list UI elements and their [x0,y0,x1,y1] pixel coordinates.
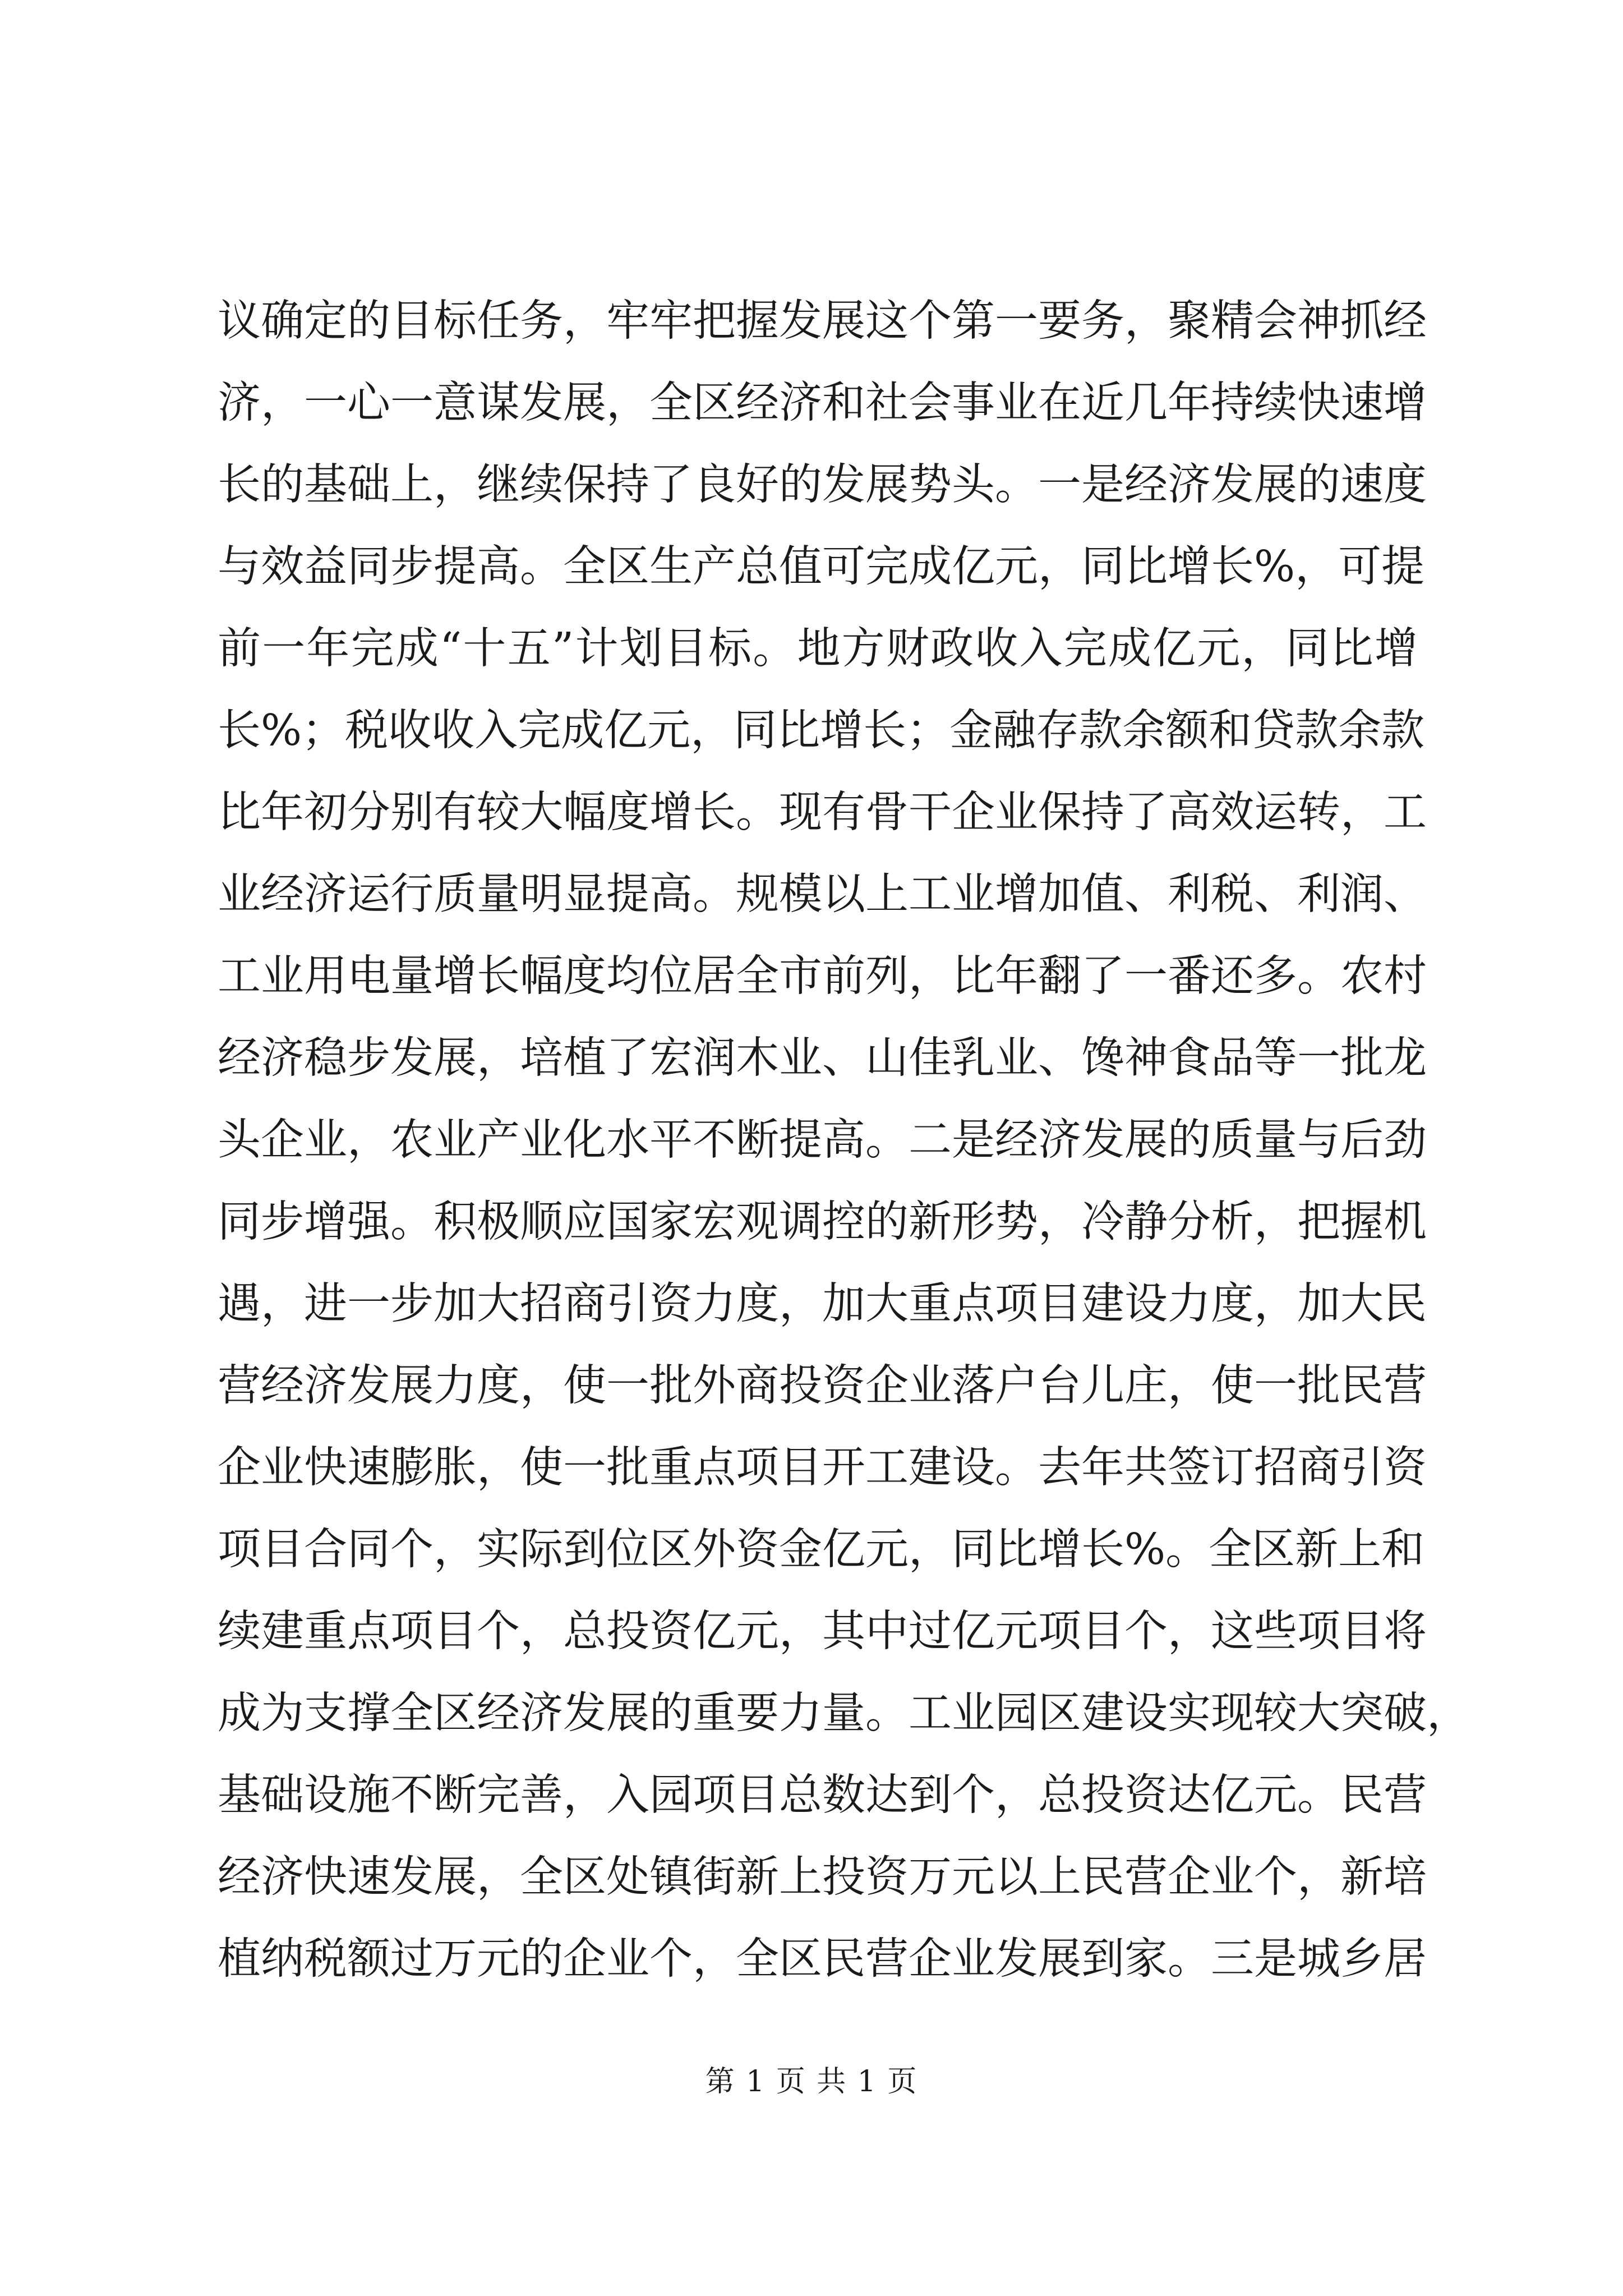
body-paragraph [218,280,1470,2000]
text-line: 基础设施不断完善，入园项目总数达到个，总投资达亿元。民营 [218,1770,1427,1820]
text-line: 济，一心一意谋发展，全区经济和社会事业在近几年持续快速增 [218,378,1427,428]
text-line: 同步增强。积极顺应国家宏观调控的新形势，冷静分析，把握机 [218,1197,1427,1247]
text-line: 植纳税额过万元的企业个，全区民营企业发展到家。三是城乡居 [218,1934,1427,1984]
text-line: 头企业，农业产业化水平不断提高。二是经济发展的质量与后劲 [218,1115,1427,1165]
text-line: 业经济运行质量明显提高。规模以上工业增加值、利税、利润、 [218,869,1427,919]
text-line: 项目合同个，实际到位区外资金亿元，同比增长%。全区新上和 [218,1525,1425,1575]
text-line: 营经济发展力度，使一批外商投资企业落户台儿庄，使一批民营 [218,1361,1427,1411]
text-line: 经济稳步发展，培植了宏润木业、山佳乳业、馋神食品等一批龙 [218,1033,1427,1083]
text-line: 经济快速发展，全区处镇街新上投资万元以上民营企业个，新培 [218,1852,1427,1902]
text-line: 长的基础上，继续保持了良好的发展势头。一是经济发展的速度 [218,460,1427,510]
text-line: 企业快速膨胀，使一批重点项目开工建设。去年共签订招商引资 [218,1443,1427,1493]
text-line: 成为支撑全区经济发展的重要力量。工业园区建设实现较大突破， [218,1688,1470,1738]
text-line: 议确定的目标任务，牢牢把握发展这个第一要务，聚精会神抓经 [218,296,1427,346]
page-footer: 第 1 页 共 1 页 [705,2065,918,2099]
text-line: 遇，进一步加大招商引资力度，加大重点项目建设力度，加大民 [218,1279,1427,1329]
text-line: 与效益同步提高。全区生产总值可完成亿元，同比增长%，可提 [218,542,1425,592]
text-line: 前一年完成“十五”计划目标。地方财政收入完成亿元，同比增 [218,624,1418,674]
text-line: 比年初分别有较大幅度增长。现有骨干企业保持了高效运转，工 [218,788,1427,838]
text-line: 续建重点项目个，总投资亿元，其中过亿元项目个，这些项目将 [218,1607,1427,1657]
text-line: 长%；税收收入完成亿元，同比增长；金融存款余额和贷款余款 [218,706,1425,756]
text-line: 工业用电量增长幅度均位居全市前列，比年翻了一番还多。农村 [218,951,1427,1001]
